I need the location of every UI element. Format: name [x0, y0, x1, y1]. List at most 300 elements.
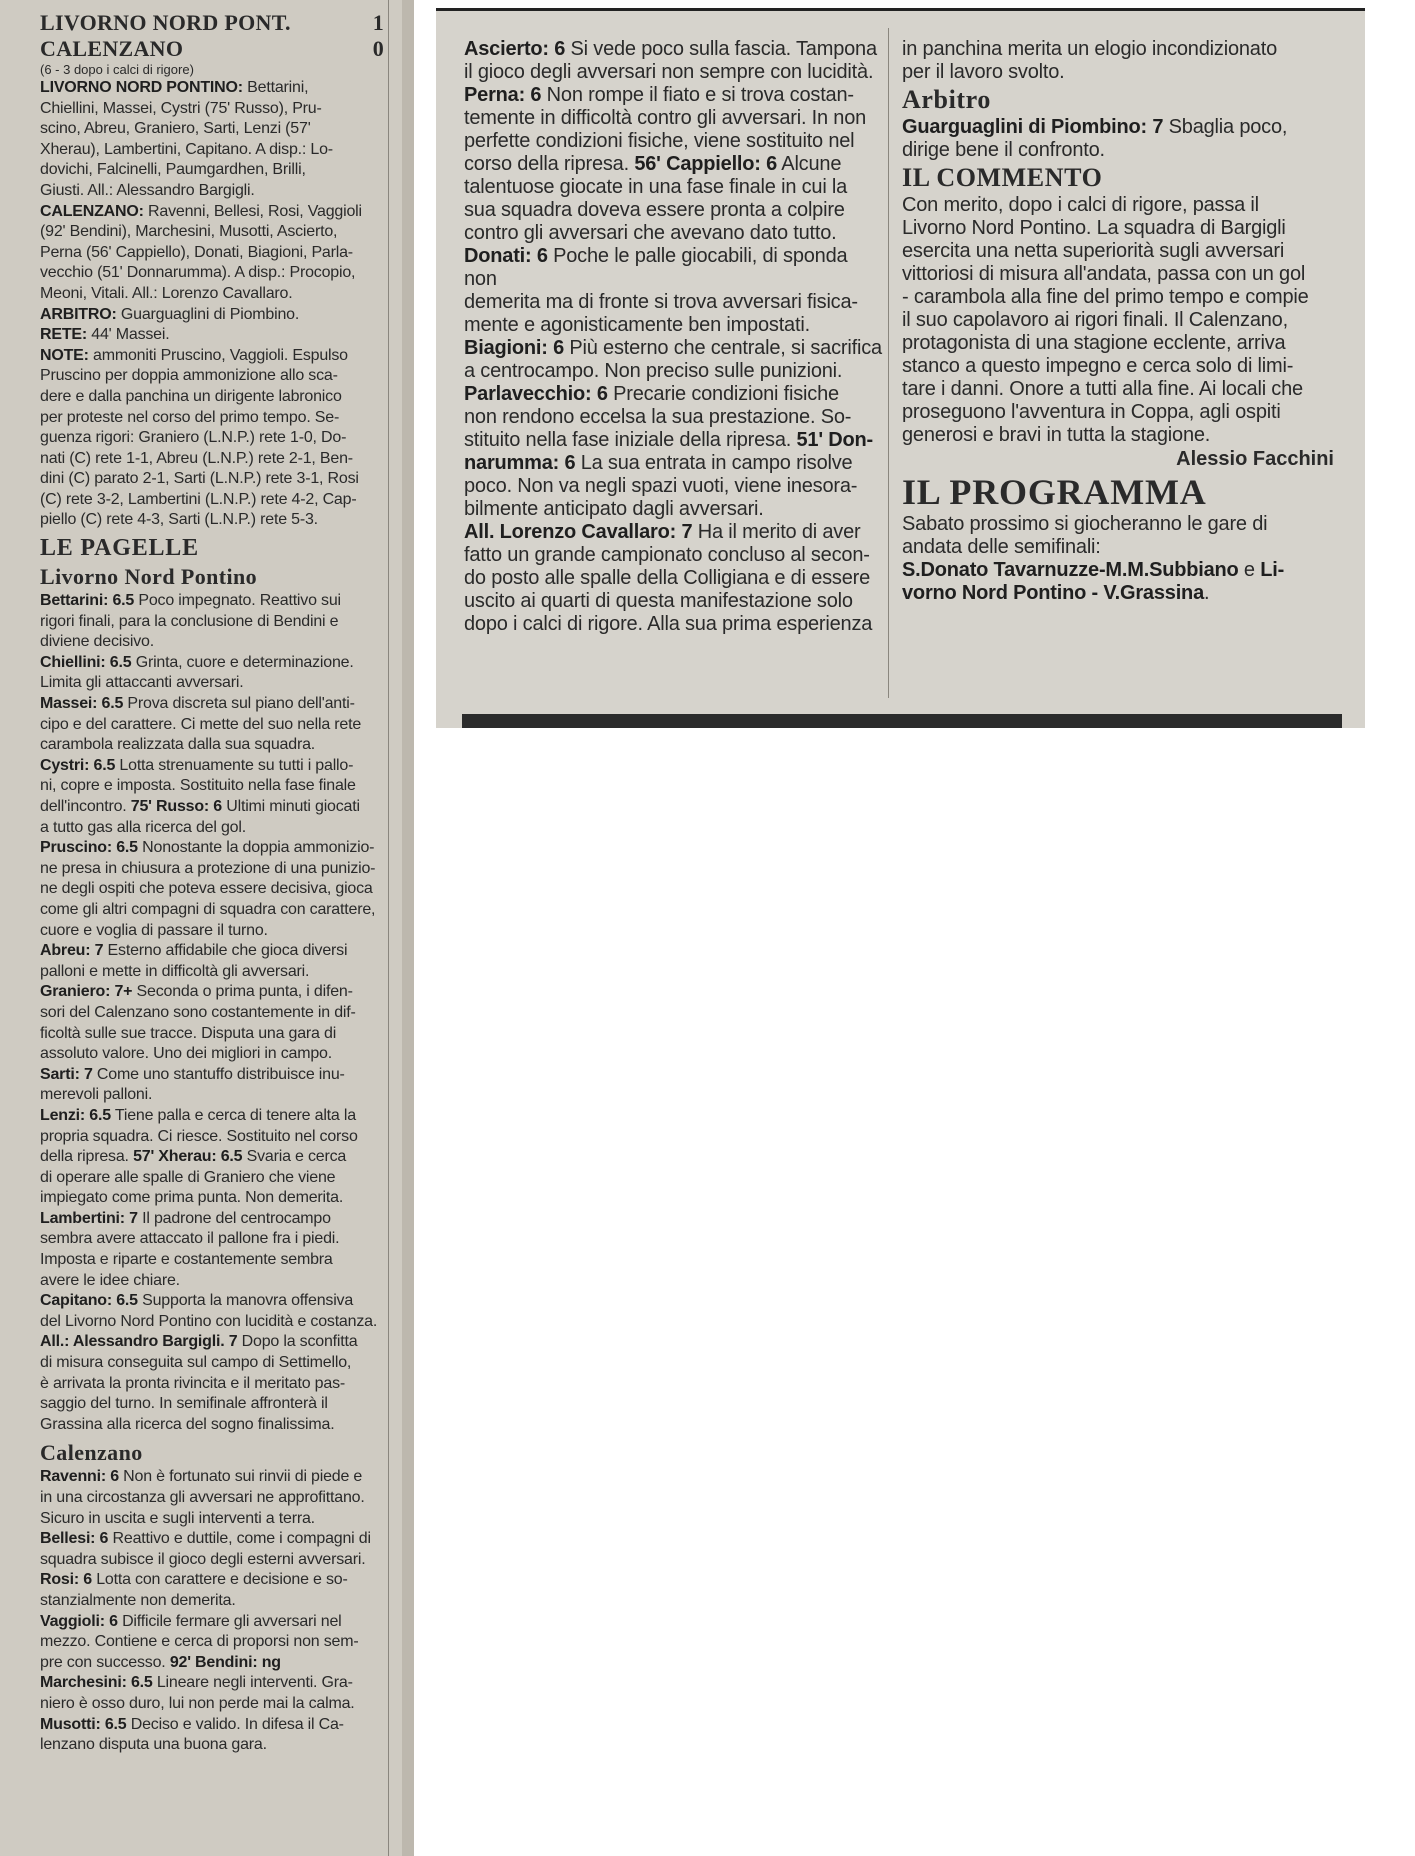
text-line [902, 38, 1348, 61]
home-team: LIVORNO NORD PONT. [40, 10, 291, 35]
text-line [40, 428, 392, 449]
bold-run: ARBITRO: [40, 305, 117, 323]
coach-rating-end [902, 38, 1348, 84]
text-run: vecchio (51' Donnarumma). A disp.: Procopio, [40, 264, 356, 282]
text-line [40, 735, 392, 756]
bold-run: 51' Don- [796, 429, 873, 451]
text-run: dell'incontro. [40, 798, 131, 815]
text-run: Lotta strenuamente su tutti i pallo- [115, 756, 354, 774]
text-run: sori del Calenzano sono costantemente in dif- [40, 1003, 356, 1021]
bold-run: Rosi: 6 [40, 1571, 92, 1589]
bold-run: Sarti: 7 [40, 1065, 93, 1083]
text-run: Lineare negli interventi. Gra- [152, 1674, 353, 1692]
text-line [40, 1529, 392, 1550]
text-run: Bettarini, [242, 79, 309, 96]
text-line [902, 240, 1348, 263]
text-run: diviene decisivo. [40, 633, 154, 651]
team1-title: Livorno Nord Pontino [40, 564, 258, 590]
text-line [902, 217, 1348, 240]
text-line [464, 130, 884, 153]
text-line [40, 1467, 392, 1488]
text-run: Poco impegnato. Reattivo sui [134, 592, 341, 610]
text-run: merevoli palloni. [40, 1086, 153, 1104]
text-line [40, 1653, 392, 1674]
text-run: perfette condizioni fisiche, viene sostituito nel [464, 130, 855, 152]
bold-run: Musotti: 6.5 [40, 1715, 127, 1733]
text-run: Lotta con carattere e decisione e so- [91, 1571, 348, 1589]
right-newspaper-clipping [436, 8, 1365, 728]
text-run: Dopo la sconfitta [237, 1333, 358, 1351]
bold-run: CALENZANO: [40, 202, 144, 220]
bold-run: 92' Bendini: ng [169, 1653, 281, 1671]
text-line [464, 544, 884, 567]
team2-title: Calenzano [40, 1440, 143, 1466]
text-line [40, 632, 392, 653]
text-line [902, 61, 1348, 84]
bold-run: Bettarini: 6.5 [40, 592, 135, 610]
text-line [40, 1632, 392, 1653]
text-line [40, 160, 392, 181]
text-line [40, 653, 392, 674]
text-run: (92' Bendini), Marchesini, Musotti, Asciertо, [40, 223, 338, 241]
text-line [902, 536, 1348, 559]
text-run: il gioco degli avversari non sempre con lucidità. [464, 61, 874, 83]
text-line [40, 1509, 392, 1530]
text-run: non rendono eccelsa la sua prestazione. So- [464, 406, 852, 428]
text-line [464, 360, 884, 383]
away-row [40, 36, 392, 62]
text-line [464, 84, 884, 107]
text-line [40, 1147, 392, 1168]
text-line [40, 1065, 392, 1086]
text-run: Con merito, dopo i calci di rigore, passa il [902, 194, 1259, 216]
text-line [40, 673, 392, 694]
team2-ratings [40, 1467, 392, 1755]
text-run: del Livorno Nord Pontino con lucidità e costanza. [40, 1312, 378, 1330]
text-line [40, 900, 392, 921]
text-line [40, 1612, 392, 1633]
text-line [40, 325, 392, 346]
text-run: Il padrone del centrocampo [137, 1209, 331, 1227]
text-run: Prova discreta sul piano dell'anti- [123, 695, 355, 713]
text-run: dopo i calci di rigore. Alla sua prima esperienza [464, 613, 873, 635]
text-line [902, 286, 1348, 309]
match-report [40, 78, 392, 531]
text-run: andata delle semifinali: [902, 536, 1101, 558]
text-run: esercita una netta superiorità sugli avversari [902, 240, 1285, 262]
text-run: vittoriosi di misura all'andata, passa con un gol [902, 263, 1306, 285]
text-line [40, 715, 392, 736]
text-line [40, 1188, 392, 1209]
text-run: e [1238, 559, 1261, 581]
text-line [40, 1550, 392, 1571]
text-line [464, 567, 884, 590]
text-line [464, 429, 884, 452]
bold-run: Graniero: 7+ [40, 983, 133, 1001]
text-run: per proteste nel corso del primo tempo. Se- [40, 408, 340, 426]
text-line [40, 1085, 392, 1106]
text-line [40, 1715, 392, 1736]
text-run: in una circostanza gli avversari ne approfittano. [40, 1489, 365, 1506]
text-run: come gli altri compagni di squadra con carattere, [40, 900, 376, 918]
text-run: Si vede poco sulla fascia. Tampona [565, 38, 877, 60]
text-run: protagonista di una stagione ecclente, arriva [902, 332, 1286, 354]
text-run: saggio del turno. In semifinale affronterà il [40, 1395, 328, 1413]
text-run: stanco a questo impegno e cerca solo di limi- [902, 355, 1294, 377]
bold-run: Marchesini: 6.5 [40, 1674, 153, 1692]
text-run: impiegato come prima punta. Non demerita. [40, 1189, 344, 1207]
text-run: temente in difficoltà contro gli avversari. In non [464, 107, 867, 129]
text-line [40, 1374, 392, 1395]
text-run: ammoniti Pruscino, Vaggioli. Espulso [88, 346, 348, 364]
text-run: Poche le palle giocabili, di sponda non [464, 245, 848, 290]
commento-title: IL COMMENTO [902, 163, 1103, 192]
bold-run: Capitano: 6.5 [40, 1292, 138, 1310]
team1-ratings [40, 591, 392, 1435]
text-run: per il lavoro svolto. [902, 61, 1065, 83]
text-line [40, 1591, 392, 1612]
bold-run: Biagioni: 6 [464, 337, 565, 359]
text-line [464, 153, 884, 176]
text-run: guenza rigori: Graniero (L.N.P.) rete 1-0, Do- [40, 429, 347, 447]
text-run: Chiellini, Massei, Cystri (75' Russo), Pru- [40, 99, 322, 117]
text-run: Più esterno che centrale, si sacrifica [564, 337, 882, 359]
bold-run: Guarguaglini di Piombino: 7 [902, 116, 1164, 138]
text-line [902, 582, 1348, 605]
arbitro-title: Arbitro [902, 85, 991, 114]
text-run: Imposta e riparte e costantemente sembra [40, 1251, 333, 1269]
text-line [902, 309, 1348, 332]
bold-run: RETE: [40, 326, 88, 344]
text-run: Precarie condizioni fisiche [607, 383, 839, 405]
text-line [902, 401, 1348, 424]
text-line [40, 1044, 392, 1065]
bold-run: Lenzi: 6.5 [40, 1106, 111, 1124]
text-run: mente e agonisticamente ben impostati. [464, 314, 810, 336]
text-line [902, 559, 1348, 582]
text-run: generosi e bravi in tutta la stagione. [902, 424, 1211, 446]
text-run: cuore e voglia di passare il turno. [40, 921, 268, 939]
text-line [902, 513, 1348, 536]
text-run: a tutto gas alla ricerca del gol. [40, 818, 246, 836]
team2-ratings-continued [464, 38, 884, 636]
text-run: demerita ma di fronte si trova avversari fisica- [464, 291, 858, 313]
text-run: Meoni, Vitali. All.: Lorenzo Cavallaro. [40, 284, 293, 302]
text-line [40, 694, 392, 715]
text-run: stanzialmente non demerita. [40, 1591, 236, 1609]
text-run: Sabato prossimo si giocheranno le gare di [902, 513, 1268, 535]
text-line [464, 406, 884, 429]
text-line [40, 99, 392, 120]
text-line [40, 408, 392, 429]
text-run: do posto alle spalle della Colligiana e di essere [464, 567, 871, 589]
text-run: Reattivo e duttile, come i compagni di [108, 1530, 371, 1548]
text-run: sua squadra doveva essere pronta a colpire [464, 199, 845, 221]
text-run: cipo e del carattere. Ci mette del suo nella rete [40, 715, 362, 733]
text-run: il suo capolavoro ai rigori finali. Il Calenzano, [902, 309, 1288, 331]
bold-run: 56' Cappiello: 6 [634, 153, 778, 175]
text-run: Deciso e valido. In difesa il Ca- [126, 1715, 344, 1733]
bold-run: All.: Alessandro Bargigli. 7 [40, 1333, 238, 1351]
text-line [40, 1735, 392, 1756]
text-line [40, 1394, 392, 1415]
away-score: 0 [372, 36, 384, 61]
text-run: Difficile fermare gli avversari nel [117, 1612, 342, 1630]
text-run: lenzano disputa una buona gara. [40, 1736, 267, 1754]
text-line [40, 449, 392, 470]
text-run: 44' Massei. [87, 326, 170, 344]
match-result [40, 10, 392, 78]
text-line [464, 613, 884, 636]
text-run: nati (C) rete 1-1, Abreu (L.N.P.) rete 2-1, Ben- [40, 449, 353, 467]
text-line [902, 116, 1348, 139]
bold-run: Pruscino: 6.5 [40, 839, 138, 857]
text-line [40, 818, 392, 839]
text-line [40, 1127, 392, 1148]
text-line [40, 859, 392, 880]
text-run: poco. Non va negli spazi vuoti, viene inesora- [464, 475, 858, 497]
text-line [40, 284, 392, 305]
text-line [40, 1312, 392, 1333]
text-line [902, 194, 1348, 217]
bold-run: Bellesi: 6 [40, 1530, 109, 1548]
right-column [902, 38, 1348, 605]
text-line [464, 590, 884, 613]
text-line [40, 490, 392, 511]
text-run: della ripresa. [40, 1148, 134, 1166]
left-newspaper-clipping [0, 0, 414, 1856]
text-run: stituito nella fase iniziale della ripresa. [464, 429, 797, 451]
next-article-header-bar [462, 714, 1342, 728]
text-run: sembra avere attaccato il pallone fra i piedi. [40, 1230, 340, 1248]
text-line [40, 387, 392, 408]
text-run: in panchina merita un elogio incondizionato [902, 38, 1277, 60]
text-run: bilmente anticipato dagli avversari. [464, 498, 764, 520]
text-run: Guarguaglini di Piombino. [116, 305, 300, 323]
text-run: corso della ripresa. [464, 153, 635, 175]
text-run: fatto un grande campionato concluso al secon- [464, 544, 870, 566]
text-run: niero è osso duro, lui non perde mai la calma. [40, 1694, 355, 1712]
result-note: (6 - 3 dopo i calci di rigore) [40, 62, 194, 77]
column-rule [888, 28, 889, 698]
text-line [40, 1291, 392, 1312]
text-run: contro gli avversari che avevano dato tutto. [464, 222, 837, 244]
text-line [40, 1488, 392, 1509]
bold-run: LIVORNO NORD PONTINO: [40, 79, 243, 96]
bold-run: Massei: 6.5 [40, 695, 124, 713]
text-line [40, 756, 392, 777]
middle-column [464, 38, 884, 636]
text-line [464, 452, 884, 475]
text-run: piello (C) rete 4-3, Sarti (L.N.P.) rete 5-3. [40, 511, 318, 529]
text-line [464, 498, 884, 521]
bold-run: Lambertini: 7 [40, 1209, 138, 1227]
text-run: Alcune [777, 153, 842, 175]
text-run: Limita gli attaccanti avversari. [40, 674, 244, 692]
top-rule [436, 8, 1365, 11]
text-line [902, 332, 1348, 355]
text-line [40, 181, 392, 202]
text-line [464, 314, 884, 337]
text-line [40, 1229, 392, 1250]
referee-rating [902, 116, 1348, 162]
text-line [40, 1271, 392, 1292]
text-line [902, 378, 1348, 401]
bold-run: Ascierto: 6 [464, 38, 566, 60]
text-run: Nonostante la doppia ammonizio- [137, 839, 375, 857]
text-line [40, 1003, 392, 1024]
text-line [902, 355, 1348, 378]
text-line [40, 1694, 392, 1715]
text-run: Non rompe il fiato e si trova costan- [541, 84, 854, 106]
programma-title: IL PROGRAMMA [902, 472, 1207, 512]
text-line [40, 140, 392, 161]
text-line [40, 1209, 392, 1230]
text-line [464, 475, 884, 498]
text-line [464, 107, 884, 130]
text-run: Ravenni, Bellesi, Rosi, Vaggioli [143, 202, 362, 220]
adjacent-column-edge [402, 0, 414, 1856]
text-line [40, 797, 392, 818]
text-run: Tiene palla e cerca di tenere alta la [110, 1106, 356, 1124]
text-line [40, 941, 392, 962]
text-run: scino, Abreu, Graniero, Sarti, Lenzi (57' [40, 120, 311, 138]
text-line [40, 222, 392, 243]
text-line [40, 1353, 392, 1374]
text-run: . [1204, 582, 1210, 604]
text-run: ne degli ospiti che poteva essere decisiva, gioca [40, 880, 373, 898]
text-line [40, 838, 392, 859]
home-row [40, 10, 392, 36]
text-run: Livorno Nord Pontino. La squadra di Bargigli [902, 217, 1286, 239]
text-line [40, 776, 392, 797]
text-line [464, 383, 884, 406]
text-line [40, 1332, 392, 1353]
text-line [464, 291, 884, 314]
text-line [40, 612, 392, 633]
text-line [40, 263, 392, 284]
text-run: Grinta, cuore e determinazione. [131, 653, 354, 671]
text-line [40, 1168, 392, 1189]
text-line [40, 119, 392, 140]
text-run: palloni e mette in difficoltà gli avversari. [40, 962, 310, 980]
text-run: pre con successo. [40, 1653, 170, 1671]
programma-text [902, 513, 1348, 605]
bold-run: Abreu: 7 [40, 942, 104, 960]
text-run: uscito ai quarti di questa manifestazione solo [464, 590, 853, 612]
bold-run: Cystri: 6.5 [40, 756, 116, 774]
text-line [464, 199, 884, 222]
comment-text [902, 194, 1348, 447]
text-run: dini (C) parato 2-1, Sarti (L.N.P.) rete 3-1, Rosi [40, 470, 359, 488]
text-line [40, 982, 392, 1003]
text-line [464, 38, 884, 61]
text-run: Giusti. All.: Alessandro Bargigli. [40, 181, 255, 199]
text-run: Ha il merito di aver [692, 521, 861, 543]
text-line [464, 337, 884, 360]
text-run: dirige bene il confronto. [902, 139, 1105, 161]
text-line [40, 1673, 392, 1694]
text-line [40, 1250, 392, 1271]
text-run: tare i danni. Onore a tutti alla fine. Ai locali che [902, 378, 1303, 400]
text-run: Sicuro in uscita e sugli interventi a terra. [40, 1509, 315, 1527]
text-line [40, 78, 392, 99]
text-line [40, 921, 392, 942]
text-run: propria squadra. Ci riesce. Sostituito nel corso [40, 1127, 358, 1145]
away-team: CALENZANO [40, 36, 184, 61]
bold-run: NOTE: [40, 346, 89, 364]
text-line [40, 591, 392, 612]
text-line [40, 1415, 392, 1436]
text-run: La sua entrata in campo risolve [575, 452, 853, 474]
text-line [902, 139, 1348, 162]
text-line [464, 222, 884, 245]
text-line [40, 346, 392, 367]
text-run: rigori finali, para la conclusione di Bendini e [40, 612, 339, 630]
bold-run: Chiellini: 6.5 [40, 653, 132, 671]
text-run: Supporta la manovra offensiva [137, 1292, 354, 1310]
text-run: dere e dalla panchina un dirigente labronico [40, 387, 342, 405]
text-line [40, 366, 392, 387]
text-run: Esterno affidabile che gioca diversi [103, 942, 348, 960]
text-run: dovichi, Falcinelli, Paumgardhen, Brilli, [40, 161, 306, 179]
text-run: di misura conseguita sul campo di Settimello, [40, 1354, 352, 1372]
text-line [40, 469, 392, 490]
bold-run: S.Donato Tavarnuzze-M.M.Subbiano [902, 559, 1239, 581]
home-score: 1 [372, 10, 384, 35]
author-signature: Alessio Facchini [1176, 448, 1334, 470]
text-run: a centrocampo. Non preciso sulle punizioni. [464, 360, 843, 382]
text-line [464, 176, 884, 199]
text-line [40, 305, 392, 326]
text-run: di operare alle spalle di Graniero che viene [40, 1168, 336, 1186]
text-line [40, 879, 392, 900]
text-run: ficoltà sulle sue tracce. Disputa una gara di [40, 1024, 337, 1042]
bold-run: narumma: 6 [464, 452, 576, 474]
text-run: (C) rete 3-2, Lambertini (L.N.P.) rete 4-2, Cap- [40, 490, 357, 508]
text-run: avere le idee chiare. [40, 1271, 180, 1289]
text-line [40, 962, 392, 983]
pagelle-title: LE PAGELLE [40, 535, 199, 562]
text-run: Svaria e cerca [242, 1148, 347, 1166]
text-run: Perna (56' Cappiello), Donati, Biagioni, Parla- [40, 243, 353, 261]
bold-run: Donati: 6 [464, 245, 548, 267]
bold-run: 57' Xherau: 6.5 [133, 1148, 243, 1166]
text-run: ni, copre e imposta. Sostituito nella fase finale [40, 777, 356, 795]
text-run: Ultimi minuti giocati [222, 798, 360, 815]
text-run: Pruscino per doppia ammonizione allo sca- [40, 367, 338, 385]
text-run: assoluto valore. Uno dei migliori in campo. [40, 1045, 332, 1063]
text-run: è arrivata la pronta rivincita e il meritato pas- [40, 1374, 345, 1392]
text-run: ne presa in chiusura a protezione di una punizio- [40, 859, 376, 877]
bold-run: Ravenni: 6 [40, 1468, 119, 1486]
text-line [40, 1570, 392, 1591]
text-line [464, 61, 884, 84]
bold-run: Parlavecchio: 6 [464, 383, 608, 405]
bold-run: Perna: 6 [464, 84, 542, 106]
text-line [464, 521, 884, 544]
bold-run: vorno Nord Pontino - V.Grassina [902, 582, 1204, 604]
bold-run: Li- [1260, 559, 1285, 581]
text-line [40, 1106, 392, 1127]
text-run: talentuose giocate in una fase finale in cui la [464, 176, 848, 198]
text-run: proseguono l'avventura in Coppa, agli ospiti [902, 401, 1281, 423]
left-column [40, 10, 392, 1756]
text-run: Xherau), Lambertini, Capitano. A disp.: Lo- [40, 140, 333, 158]
text-run: Grassina alla ricerca del sogno finalissima. [40, 1415, 335, 1433]
text-run: squadra subisce il gioco degli esterni avversari. [40, 1550, 366, 1568]
bold-run: 75' Russo: 6 [130, 798, 222, 815]
